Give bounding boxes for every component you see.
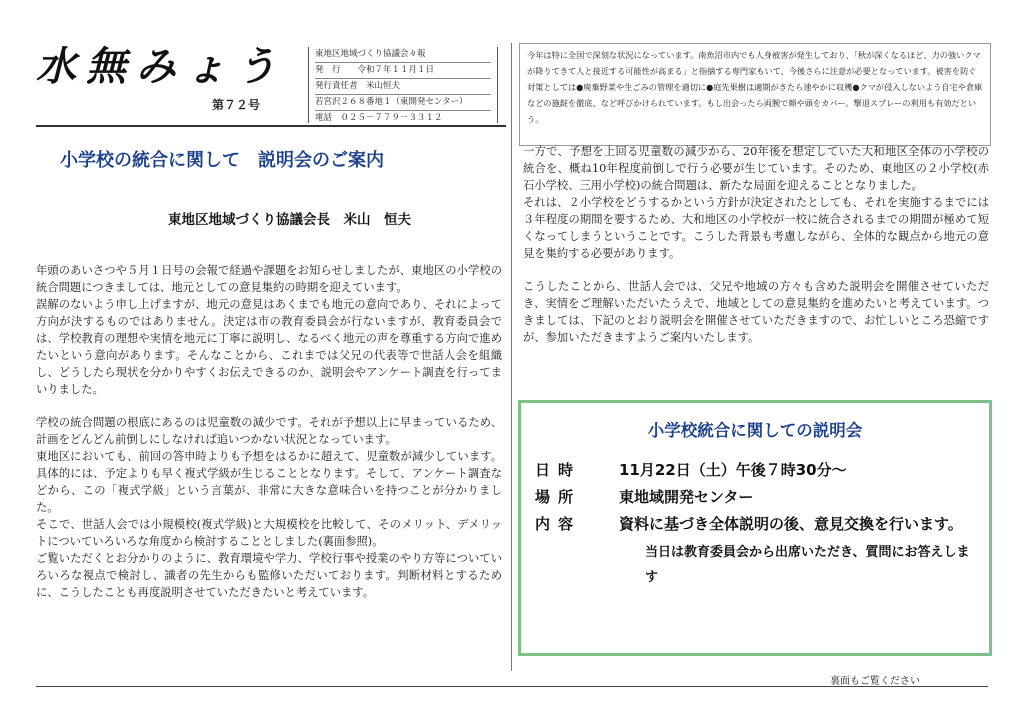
newsletter-logo: 水無みょう	[36, 43, 286, 90]
paragraph: ご覧いただくとお分かりのように、教育環境や学力、学校行事や授業のやり方等についていろいろな視点で検討し、識者の先生からも監修いただいております。判断材料とするために、こうしたことも再度説明させていただきたいと考えています。	[36, 552, 502, 599]
publisher-line-date: 発 行 令和７年１１月１日	[315, 63, 491, 79]
place-label: 場所	[535, 488, 582, 506]
content-value: 資料に基づき全体説明の後、意見交換を行います。	[619, 515, 963, 533]
paragraph: 誤解のないよう申し上げますが、地元の意見はあくまでも地元の意向であり、それによって方向が決するものではありません。決定は市の教育委員会が行ないますが、教育委員会では、学校教育の理想や実情を地元に丁寧に説明し、なるべく地元の声を尊重する方向で進めたいという意向があります。そんなことから、これまでは父兄の代表等で世話人会を組織し、どうしたら現状を分かりやすくお伝えできるのか、説明会やアンケート調査を行ってまいりました。	[36, 298, 502, 396]
publisher-line-address: 若宮沢２６８番地１（東開発センター）	[315, 95, 491, 111]
see-reverse-note: 裏面もご覧ください	[830, 676, 920, 687]
article-title: 小学校の統合に関して 説明会のご案内	[60, 150, 384, 171]
paragraph: そこで、世話人会では小規模校(複式学級)と大規模校を比較して、そのメリット、デメリットについていろいろな角度から検討することとしました(裏面参照)。	[36, 518, 502, 548]
date-value: 11月22日（土）午後７時30分～	[619, 461, 847, 479]
right-column-body	[523, 143, 989, 346]
paragraph: 一方で、予想を上回る児童数の減少から、20年後を想定していた大和地区全体の小学校の統合を、概ね10年程度前倒しで行う必要が生じています。そのため、東地区の２小学校(赤石小学校、三用小学校)の統合問題は、新たな局面を迎えることとなりました。	[523, 145, 989, 192]
content-label: 内容	[535, 515, 582, 533]
column-divider	[511, 43, 512, 671]
date-label: 日時	[535, 461, 582, 479]
issue-number: 第７２号	[212, 98, 261, 112]
article-author: 東地区地域づくり協議会長 米山 恒夫	[168, 212, 411, 228]
paragraph: 学校の統合問題の根底にあるのは児童数の減少です。それが予想以上に早まっているため、計画をどんどん前倒しにしなければ追いつかない状況となっています。	[36, 416, 502, 446]
paragraph: それは、２小学校をどうするかという方針が決定されたとしても、それを実施するまでには３年程度の期間を要するため、大和地区の小学校が一校に統合されるまでの期間が極めて短くなってしまうということです。こうした背景も考慮しながら、全体的な観点から地元の意見を集約する必要があります。	[523, 196, 989, 260]
meeting-place-row	[535, 484, 975, 511]
meeting-content-row	[535, 511, 975, 538]
left-column-body	[36, 262, 502, 601]
meeting-note: 当日は教育委員会から出席いただき、質問にお答えします	[645, 545, 970, 585]
meeting-info-box	[518, 400, 992, 656]
meeting-date-row	[535, 457, 975, 484]
place-value: 東地域開発センター	[619, 488, 754, 506]
publisher-info	[308, 47, 498, 123]
bear-warning-notice: 今年は特に全国で深刻な状況になっています。南魚沼市内でも人身被害が発生しており、「秋が深くなるほど、力の強いクマが降りてきて人と接近する可能性が高まる」と指摘する専門家もいて、今後さらに注意が必要となっています。被害を防ぐ対策としては●廃棄野菜や生ごみの管理を適切に●庭先果樹は適期がきたら速やかに収穫●クマが侵入しないよう自宅や倉庫などの施錠を徹底、など呼びかけられています。もし出会ったら両腕で顔や頭をカバー。撃退スプレーの利用も有効だという。	[519, 43, 991, 146]
paragraph: 年頭のあいさつや５月１日号の会報で経過や課題をお知らせしましたが、東地区の小学校の統合問題につきましては、地元としての意見集約の時期を迎えています。	[36, 264, 502, 294]
publisher-line-editor: 発行責任者 米山恒夫	[315, 79, 491, 95]
paragraph: 東地区においても、前回の答申時よりも予想をはるかに超えて、児童数が減少しています。具体的には、予定よりも早く複式学級が生じることとなります。そして、アンケート調査などから、この「複式学級」という言葉が、非常に大きな意味合いを持つことが分かりました。	[36, 450, 502, 514]
publisher-line-org: 東地区地域づくり協議会々報	[315, 47, 491, 63]
masthead	[36, 42, 298, 120]
meeting-title: 小学校統合に関しての説明会	[647, 421, 863, 440]
paragraph: こうしたことから、世話人会では、父兄や地域の方々も含めた説明会を開催させていただき、実情をご理解いただいたうえで、地域としての意見集約を進めたいと考えています。つきましては、下記のとおり説明会を開催させていただきますので、お忙しいところ恐縮ですが、参加いただきますようご案内いたします。	[523, 280, 989, 344]
masthead-rule	[36, 125, 506, 127]
publisher-line-phone: 電話 ０２５－７７９－３３１２	[315, 111, 491, 127]
